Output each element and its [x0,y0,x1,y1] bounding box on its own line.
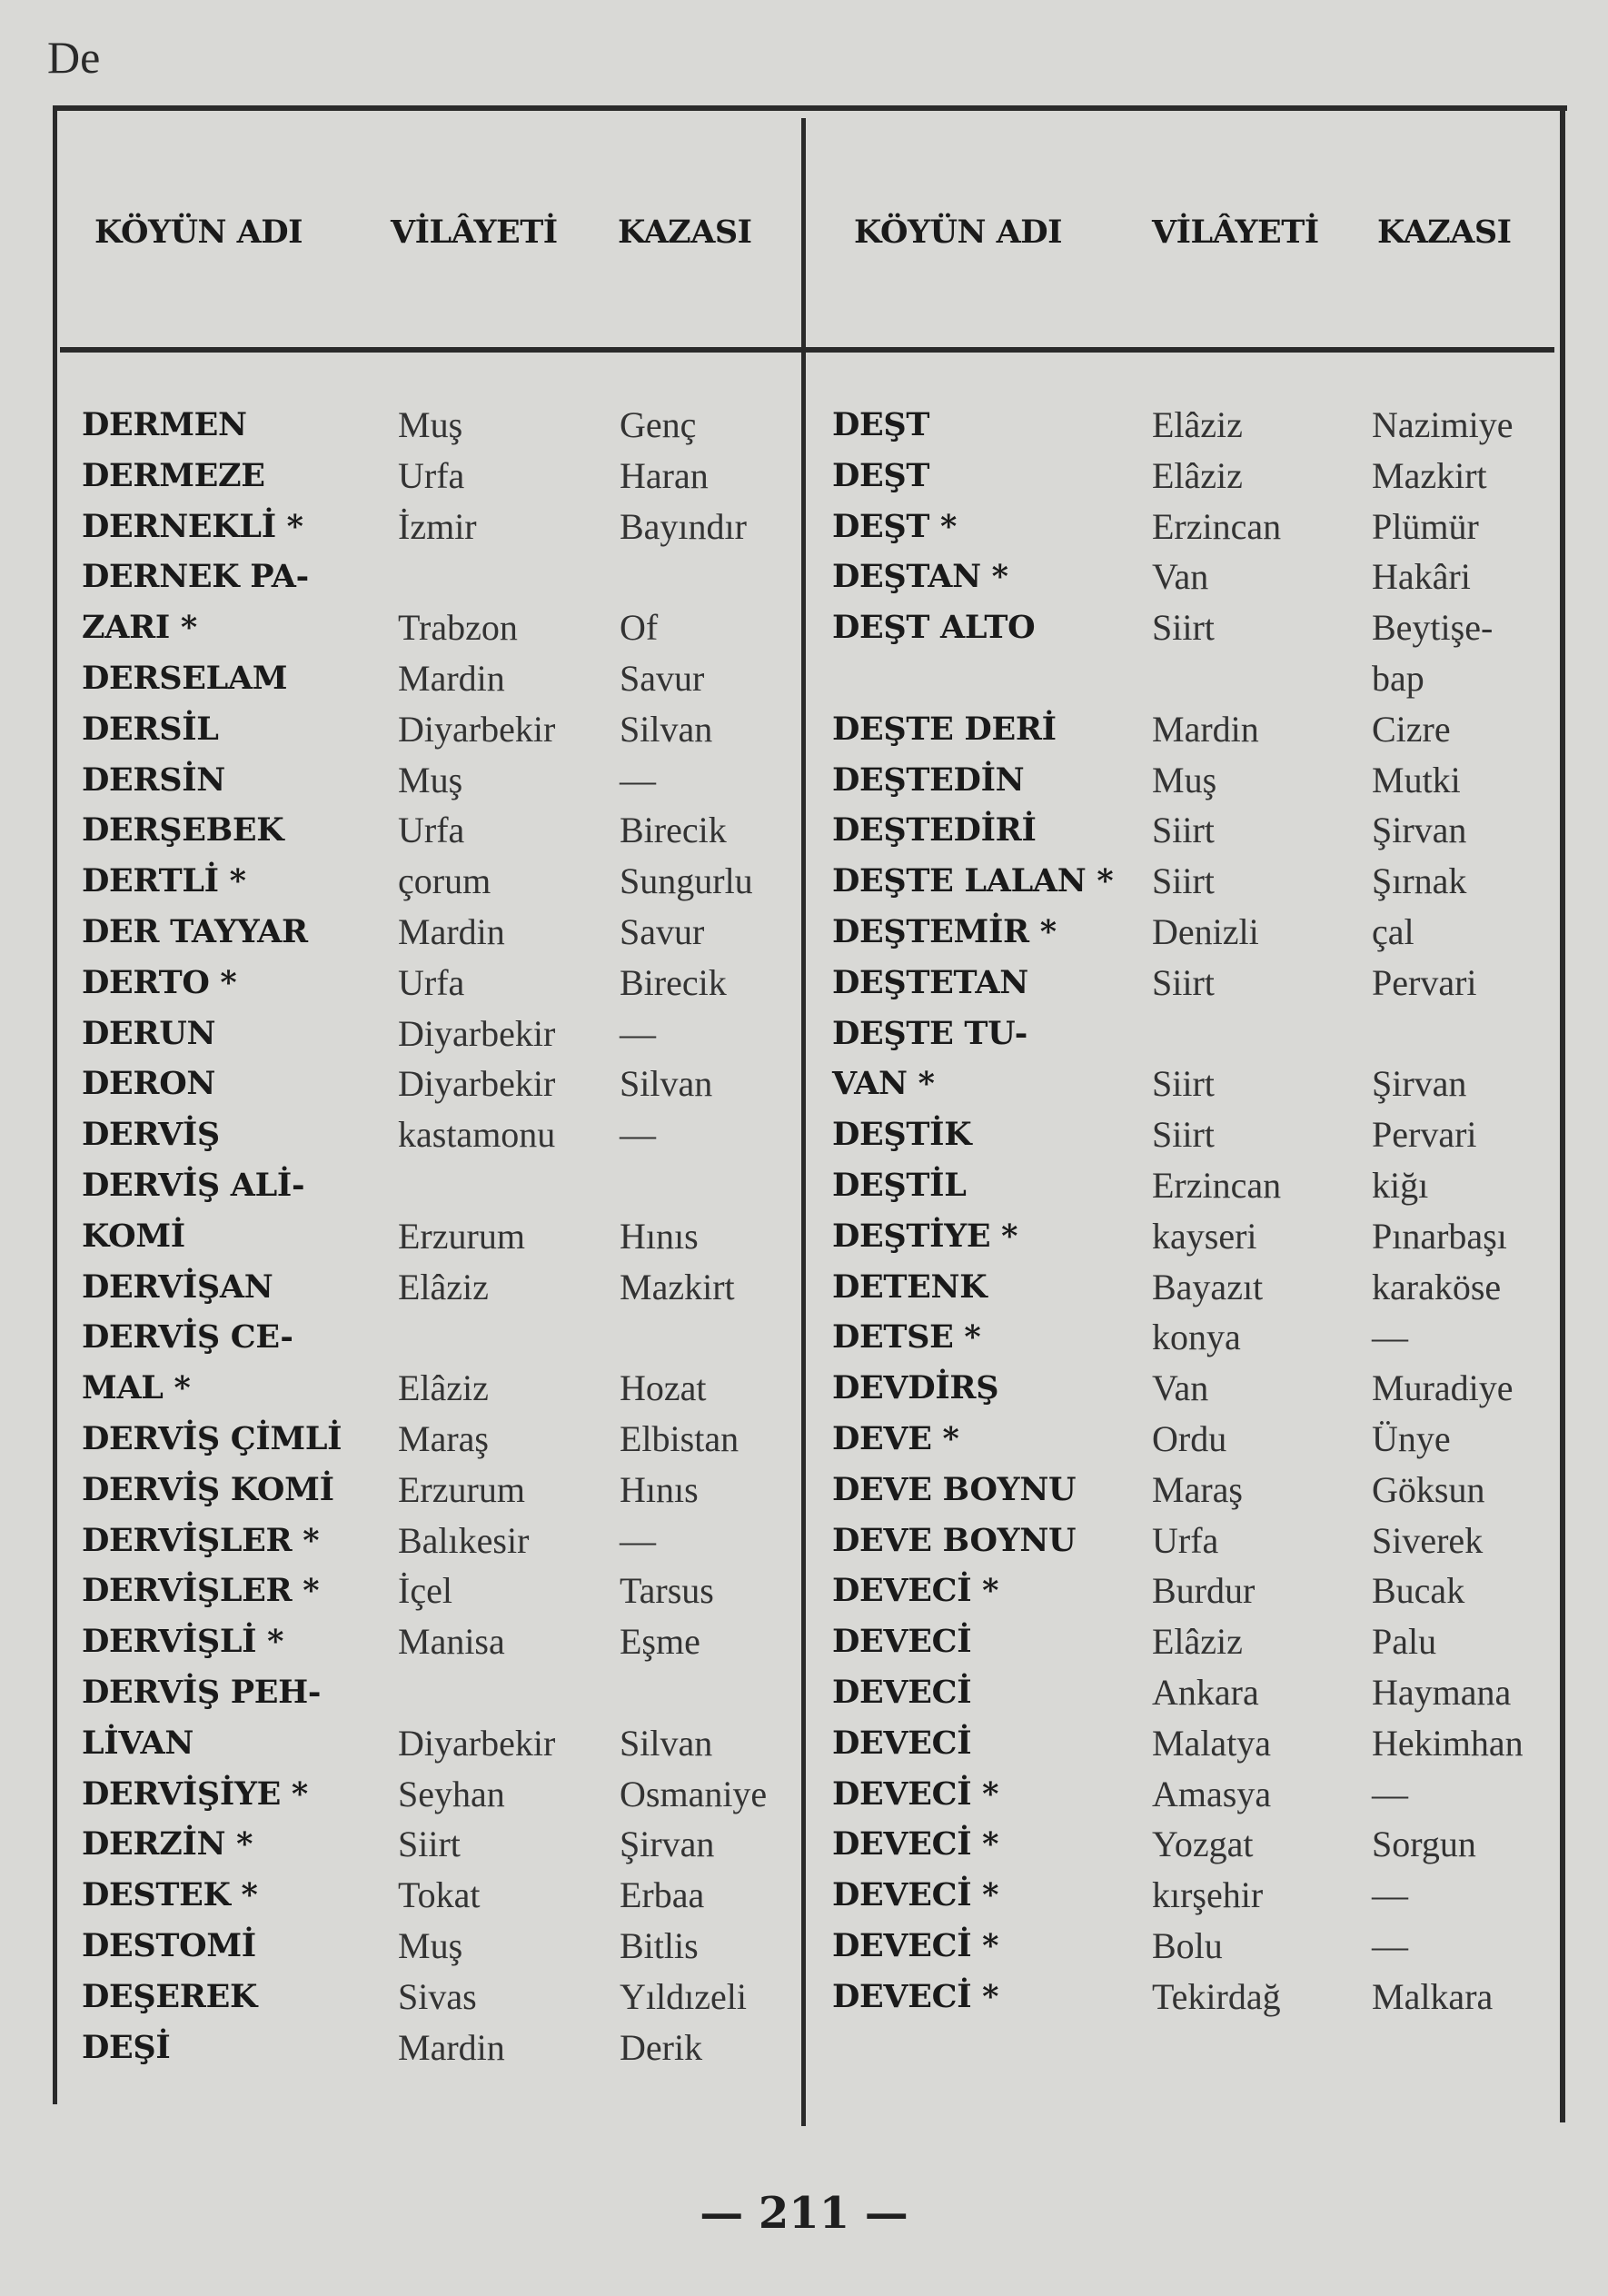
right-province: Denizli [1152,910,1259,952]
left-village-name: DERNEKLİ * [82,507,303,545]
left-district: Savur [620,657,705,699]
left-district: Silvan [620,1722,713,1764]
right-district: — [1372,1924,1408,1966]
left-province: Urfa [398,454,465,496]
page-corner-label: De [47,32,101,83]
left-province: Erzurum [398,1468,525,1510]
right-province: Siirt [1152,607,1215,649]
table-row [0,1718,1608,1769]
right-district: Şirvan [1372,1063,1467,1105]
left-village-name: DEŞİ [82,2028,171,2066]
right-province: Siirt [1152,810,1215,851]
left-village-name: DERUN [82,1014,216,1052]
table-row [0,907,1608,958]
table-row [0,1516,1608,1566]
left-province: kastamonu [398,1114,556,1156]
table-row [0,1819,1608,1870]
left-province: Mardin [398,657,505,699]
right-district: Siverek [1372,1519,1484,1561]
right-province: Ordu [1152,1417,1227,1459]
right-district: Nazimiye [1372,404,1514,445]
table-row [0,1009,1608,1059]
right-village-name: DEVECİ * [832,1774,999,1813]
left-village-name: DERVİŞ ÇİMLİ [82,1419,342,1457]
right-province: Erzincan [1152,1164,1282,1206]
right-district: Hakâri [1372,556,1471,598]
left-province: Diyarbekir [398,708,556,750]
right-village-name: DEVECİ [832,1673,972,1711]
left-village-name: DERVİŞ KOMİ [82,1470,334,1508]
right-village-name: DEVECİ * [832,1825,999,1864]
left-village-name: DERSİL [82,710,219,748]
left-district: — [620,1114,656,1156]
right-village-name: DETSE * [832,1318,981,1357]
left-village-name: DERŞEBEK [82,811,284,850]
left-district: Derik [620,2026,703,2068]
right-district: karaköse [1372,1266,1502,1307]
left-province: Tokat [398,1874,481,1916]
right-province: Siirt [1152,1063,1215,1105]
right-province: Elâziz [1152,404,1243,445]
right-district: çal [1372,910,1414,952]
right-district: Muradiye [1372,1367,1514,1409]
right-district: Haymana [1372,1671,1512,1713]
right-village-name: DETENK [832,1267,988,1306]
left-village-name: DERVİŞ PEH- [82,1673,322,1711]
right-village-name: DEŞTAN * [832,558,1008,596]
right-village-name: DEŞTE LALAN * [832,862,1114,900]
header-left-province: VİLÂYETİ [391,214,558,251]
right-province: Van [1152,556,1209,598]
left-village-name: DERVİŞAN [82,1267,273,1306]
right-village-name: DEŞTİL [832,1166,967,1204]
right-province: Mardin [1152,708,1259,750]
table-row [0,1262,1608,1313]
table-row [0,653,1608,704]
left-province: Maraş [398,1417,489,1459]
left-district: Genç [620,404,697,445]
left-village-name: DERTO * [82,963,237,1001]
right-province: Yozgat [1152,1824,1254,1865]
table-row [0,1312,1608,1363]
left-province: Muş [398,404,463,445]
right-village-name: DEVE BOYNU [832,1470,1077,1508]
right-village-name: DEŞT [832,456,930,494]
left-village-name: DESTOMİ [82,1926,256,1964]
left-province: Diyarbekir [398,1722,556,1764]
left-province: İzmir [398,505,477,547]
left-province: Elâziz [398,1367,489,1409]
left-village-name: LİVAN [82,1724,194,1762]
table-row [0,400,1608,451]
right-province: konya [1152,1317,1241,1358]
right-province: Malatya [1152,1722,1272,1764]
right-province: Erzincan [1152,505,1282,547]
left-village-name: DERVİŞ [82,1116,220,1154]
table-row [0,451,1608,502]
table-row [0,1616,1608,1667]
left-village-name: DERTLİ * [82,862,246,900]
table-row [0,1211,1608,1262]
left-province: Diyarbekir [398,1063,556,1105]
right-district: Göksun [1372,1468,1485,1510]
left-village-name: DERZİN * [82,1825,253,1864]
right-district: — [1372,1773,1408,1814]
right-village-name: DEŞT * [832,507,958,545]
table-row [0,1667,1608,1718]
right-province: Urfa [1152,1519,1219,1561]
table-body [0,400,1608,2072]
left-province: Erzurum [398,1215,525,1257]
table-row [0,704,1608,755]
left-province: çorum [398,860,491,902]
left-village-name: DERMEN [82,406,247,443]
left-district: Eşme [620,1621,700,1663]
table-row [0,755,1608,806]
left-district: Of [620,607,659,649]
left-district: Tarsus [620,1570,714,1612]
table-row [0,502,1608,552]
left-village-name: MAL * [82,1369,191,1407]
right-village-name: DEŞTEDİRİ [832,811,1037,850]
right-village-name: DEVE BOYNU [832,1521,1077,1559]
right-village-name: DEVE * [832,1419,959,1457]
table-row [0,1059,1608,1109]
header-left-village: KÖYÜN ADI [94,214,303,251]
right-district: — [1372,1317,1408,1358]
left-province: Siirt [398,1824,461,1865]
right-province: Muş [1152,759,1217,800]
left-district: Şirvan [620,1824,715,1865]
right-village-name: DEVECİ * [832,1926,999,1964]
right-village-name: DEŞTETAN [832,963,1028,1001]
left-village-name: DERSELAM [82,659,288,697]
left-village-name: DERNEK PA- [82,558,309,596]
table-row [0,1414,1608,1465]
left-village-name: DERVİŞLİ * [82,1623,284,1661]
right-village-name: DEVECİ * [832,1572,999,1610]
left-province: Trabzon [398,607,518,649]
page-number: — 211 — [700,2188,908,2239]
right-district: Bucak [1372,1570,1465,1612]
table-row [0,1465,1608,1516]
right-village-name: DEŞT ALTO [832,609,1036,647]
left-village-name: DERON [82,1065,216,1103]
right-district: Mazkirt [1372,454,1487,496]
table-row [0,1921,1608,1972]
table-row [0,1109,1608,1160]
right-village-name: DEVECİ [832,1623,972,1661]
table-row [0,805,1608,856]
table-row [0,602,1608,653]
left-village-name: DERVİŞİYE * [82,1774,308,1813]
right-province: Bolu [1152,1924,1223,1966]
left-district: Elbistan [620,1417,739,1459]
left-village-name: DERSİN [82,760,225,799]
left-district: — [620,1519,656,1561]
left-district: Haran [620,454,709,496]
right-village-name: DEŞTEMİR * [832,912,1057,950]
right-village-name: DEŞTE DERİ [832,710,1057,748]
left-village-name: KOMİ [82,1217,185,1255]
left-district: Hozat [620,1367,707,1409]
left-province: Mardin [398,910,505,952]
right-province: Maraş [1152,1468,1243,1510]
left-province: Mardin [398,2026,505,2068]
header-right-village: KÖYÜN ADI [854,214,1063,251]
right-district: Pınarbaşı [1372,1215,1507,1257]
right-district: Beytişe- [1372,607,1494,649]
right-village-name: DEŞTİK [832,1116,972,1154]
left-district: Bayındır [620,505,747,547]
right-village-name: VAN * [832,1065,935,1103]
left-village-name: DESTEK * [82,1876,258,1914]
table-row [0,2023,1608,2073]
right-district: Pervari [1372,961,1477,1003]
left-village-name: DERMEZE [82,456,265,494]
left-province: Seyhan [398,1773,505,1814]
left-district: Silvan [620,1063,713,1105]
right-province: kayseri [1152,1215,1257,1257]
left-province: Manisa [398,1621,505,1663]
table-row [0,1972,1608,2023]
left-district: Silvan [620,708,713,750]
left-district: Erbaa [620,1874,705,1916]
left-district: Yıldızeli [620,1975,747,2017]
left-district: Sungurlu [620,860,753,902]
left-district: Bitlis [620,1924,699,1966]
left-province: Muş [398,1924,463,1966]
right-district: Mutki [1372,759,1461,800]
right-province: Siirt [1152,961,1215,1003]
right-district: Cizre [1372,708,1451,750]
right-district: — [1372,1874,1408,1916]
right-district: Şirvan [1372,810,1467,851]
right-village-name: DEŞT [832,406,930,443]
right-province: Elâziz [1152,454,1243,496]
left-village-name: DERVİŞ ALİ- [82,1166,305,1204]
right-village-name: DEVECİ * [832,1876,999,1914]
right-district: Hekimhan [1372,1722,1524,1764]
right-district: Sorgun [1372,1824,1476,1865]
table-row [0,856,1608,907]
table-row [0,1870,1608,1921]
right-district: Pervari [1372,1114,1477,1156]
right-province: Burdur [1152,1570,1256,1612]
left-province: Diyarbekir [398,1012,556,1054]
left-village-name: DERVİŞLER * [82,1572,320,1610]
right-province: Amasya [1152,1773,1272,1814]
left-village-name: DERVİŞLER * [82,1521,320,1559]
header-right-province: VİLÂYETİ [1152,214,1319,251]
table-row [0,552,1608,602]
left-village-name: DER TAYYAR [82,912,308,950]
header-left-district: KAZASI [618,214,752,251]
table-row [0,1769,1608,1820]
right-province: Bayazıt [1152,1266,1264,1307]
left-province: Elâziz [398,1266,489,1307]
table-row [0,1160,1608,1211]
left-province: Urfa [398,810,465,851]
left-province: Balıkesir [398,1519,530,1561]
left-province: Urfa [398,961,465,1003]
frame-top-rule [53,105,1567,111]
right-district: Ünye [1372,1417,1451,1459]
left-province: Sivas [398,1975,477,2017]
right-province: Elâziz [1152,1621,1243,1663]
left-district: — [620,759,656,800]
right-village-name: DEŞTE TU- [832,1014,1027,1052]
left-province: Muş [398,759,463,800]
table-row [0,958,1608,1009]
left-district: Mazkirt [620,1266,735,1307]
header-right-district: KAZASI [1377,214,1512,251]
right-district: bap [1372,657,1424,699]
left-district: Hınıs [620,1468,699,1510]
left-district: — [620,1012,656,1054]
left-district: Savur [620,910,705,952]
table-row [0,1363,1608,1414]
left-district: Hınıs [620,1215,699,1257]
right-village-name: DEŞTEDİN [832,760,1025,799]
right-district: Plümür [1372,505,1479,547]
right-district: kiğı [1372,1164,1429,1206]
left-village-name: DERVİŞ CE- [82,1318,293,1357]
right-province: Siirt [1152,1114,1215,1156]
left-district: Birecik [620,810,727,851]
table-row [0,1565,1608,1616]
right-village-name: DEVECİ * [832,1977,999,2015]
right-village-name: DEVECİ [832,1724,972,1762]
right-province: Ankara [1152,1671,1259,1713]
left-district: Birecik [620,961,727,1003]
header-rule [60,347,1554,353]
right-district: Malkara [1372,1975,1494,2017]
right-village-name: DEVDİRŞ [832,1369,999,1407]
left-village-name: ZARI * [82,609,197,647]
right-village-name: DEŞTİYE * [832,1217,1018,1255]
right-province: Van [1152,1367,1209,1409]
right-district: Şırnak [1372,860,1467,902]
right-province: Siirt [1152,860,1215,902]
right-province: Tekirdağ [1152,1975,1281,2017]
right-district: Palu [1372,1621,1437,1663]
right-province: kırşehir [1152,1874,1264,1916]
left-province: İçel [398,1570,452,1612]
left-village-name: DEŞEREK [82,1977,258,2015]
left-district: Osmaniye [620,1773,768,1814]
